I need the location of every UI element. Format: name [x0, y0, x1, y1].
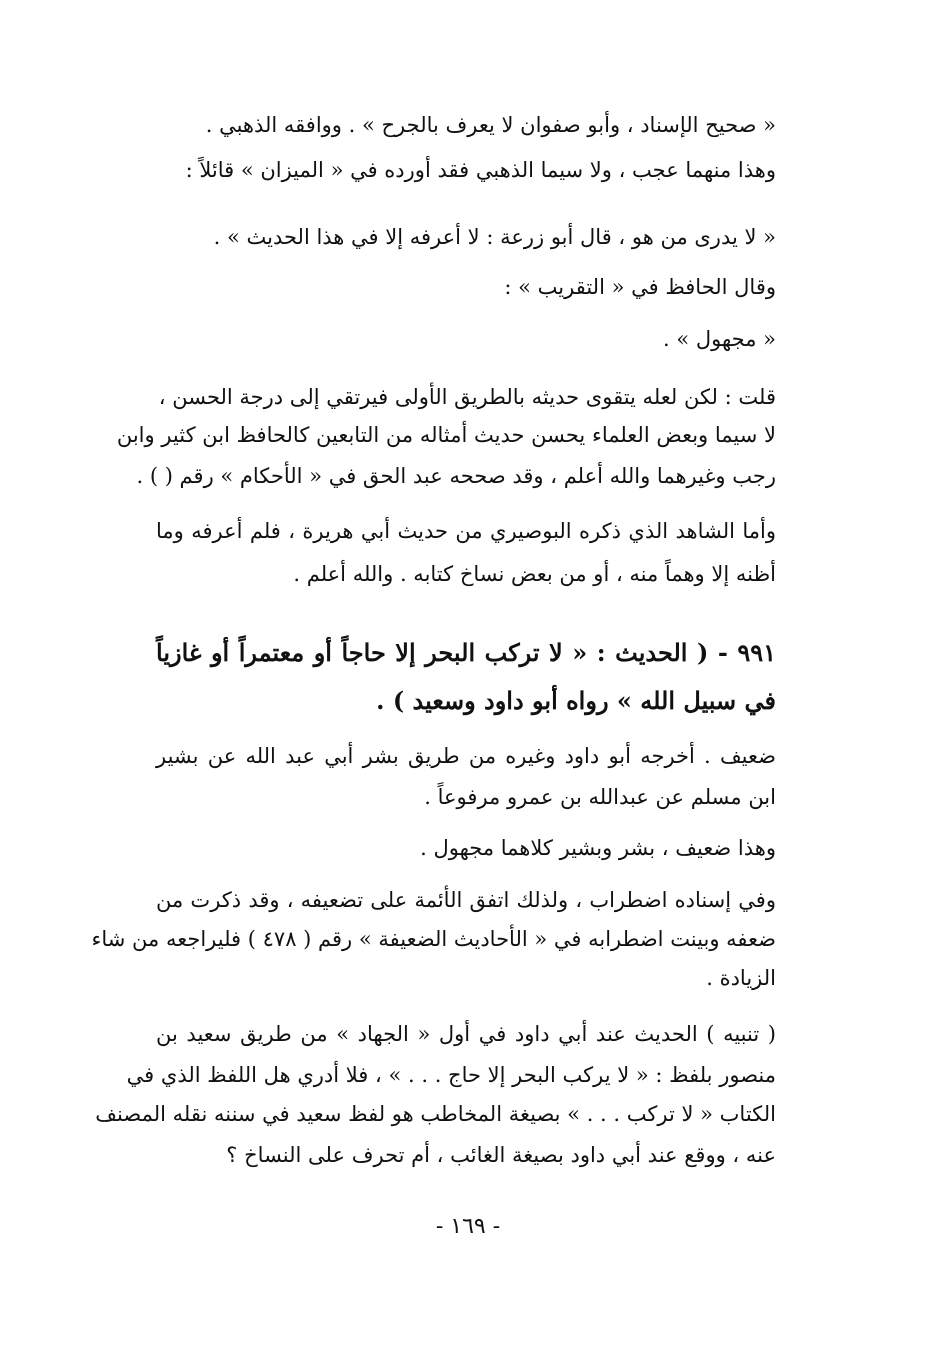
text-line-12: وفي إسناده اضطراب ، ولذلك اتفق الأئمة على تضعيفه ، وقد ذكرت من — [156, 888, 776, 912]
hadith-heading-line-1: ٩٩١ - ( الحديث : « لا تركب البحر إلا حاجاً أو معتمراً أو غازياً — [156, 638, 776, 667]
text-line-6: رجب وغيرهما والله أعلم ، وقد صححه عبد الحق في « الأحكام » رقم ( ) . — [136, 464, 776, 488]
note-line-1: ( تنبيه ) الحديث عند أبي داود في أول « الجهاد » من طريق سعيد بن — [156, 1022, 776, 1046]
note-line-4: عنه ، ووقع عند أبي داود بصيغة الغائب ، أم تحرف على النساخ ؟ — [226, 1143, 776, 1167]
text-line-10: ابن مسلم عن عبدالله بن عمرو مرفوعاً . — [424, 785, 776, 809]
text-line-11: وهذا ضعيف ، بشر وبشير كلاهما مجهول . — [420, 836, 776, 860]
text-line-5: لا سيما وبعض العلماء يحسن حديث أمثاله من التابعين كالحافظ ابن كثير وابن — [116, 423, 776, 447]
note-line-2: منصور بلفظ : « لا يركب البحر إلا حاج . . . » ، فلا أدري هل اللفظ الذي في — [126, 1063, 776, 1087]
quote-line-1: « لا يدرى من هو ، قال أبو زرعة : لا أعرفه إلا في هذا الحديث » . — [213, 225, 776, 249]
text-line-4: قلت : لكن لعله يتقوى حديثه بالطريق الأولى فيرتقي إلى درجة الحسن ، — [158, 385, 776, 409]
text-line-2: وهذا منهما عجب ، ولا سيما الذهبي فقد أورده في « الميزان » قائلاً : — [185, 158, 776, 182]
text-line-14: الزيادة . — [706, 966, 776, 990]
text-line-1: « صحيح الإسناد ، وأبو صفوان لا يعرف بالجرح » . ووافقه الذهبي . — [205, 113, 776, 137]
text-line-3: وقال الحافظ في « التقريب » : — [504, 275, 776, 299]
page-number: - ١٦٩ - — [435, 1214, 501, 1239]
quote-line-2: « مجهول » . — [663, 327, 776, 351]
hadith-heading-line-2: في سبيل الله » رواه أبو داود وسعيد ) . — [376, 686, 776, 715]
text-line-9: ضعيف . أخرجه أبو داود وغيره من طريق بشر أبي عبد الله عن بشير — [156, 744, 776, 768]
text-line-13: ضعفه وبينت اضطرابه في « الأحاديث الضعيفة » رقم ( ٤٧٨ ) فليراجعه من شاء — [91, 927, 776, 951]
note-line-3: الكتاب « لا تركب . . . » بصيغة المخاطب هو لفظ سعيد في سننه نقله المصنف — [95, 1102, 776, 1126]
text-line-7: وأما الشاهد الذي ذكره البوصيري من حديث أبي هريرة ، فلم أعرفه وما — [156, 519, 776, 543]
text-line-8: أظنه إلا وهماً منه ، أو من بعض نساخ كتابه . والله أعلم . — [293, 562, 776, 586]
